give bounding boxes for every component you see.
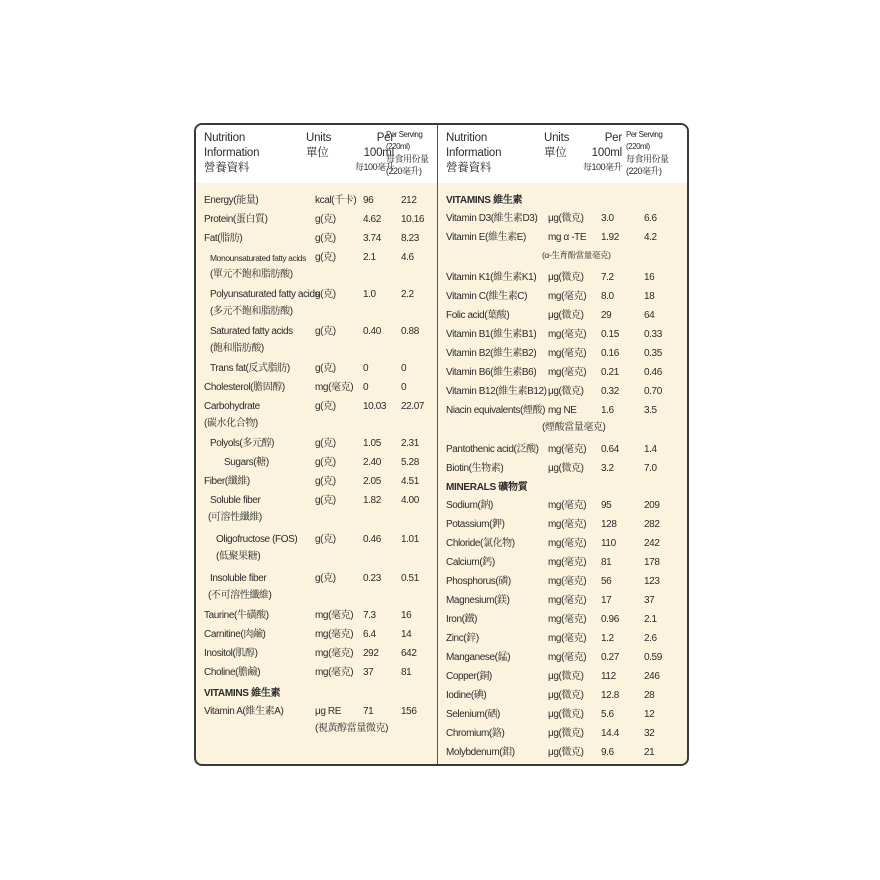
row-unit: μg(微克): [548, 671, 584, 682]
row-serving: 21: [644, 747, 655, 758]
row-serving: 209: [644, 500, 660, 511]
row-serving: 32: [644, 728, 655, 739]
row-name: Niacin equivalents(煙酸): [446, 405, 546, 416]
title-en-1: Nutrition: [204, 132, 246, 144]
row-per100: 12.8: [601, 690, 619, 701]
row-per100: 71: [363, 706, 374, 717]
row-serving: 2.1: [644, 614, 657, 625]
row-unit: mg(毫克): [548, 538, 587, 549]
row-unit-zh: (煙酸當量毫克): [542, 422, 606, 433]
units-zh: 單位: [306, 147, 329, 159]
row-per100: 292: [363, 648, 379, 659]
row-name: Chromium(鉻): [446, 728, 505, 739]
row-per100: 0.23: [363, 573, 381, 584]
row-unit-zh: (視黃醇當量微克): [315, 723, 389, 734]
per-zh: 每100毫升: [582, 162, 622, 172]
row-unit: μg(微克): [548, 463, 584, 474]
row-name: Polyols(多元醇): [210, 438, 275, 449]
row-per100: 96: [363, 195, 374, 206]
row-per100: 7.3: [363, 610, 376, 621]
row-serving: 5.28: [401, 457, 419, 468]
row-per100: 0.96: [601, 614, 619, 625]
row-per100: 3.2: [601, 463, 614, 474]
row-per100: 0.21: [601, 367, 619, 378]
row-energy: [196, 192, 437, 211]
row-unit: mg(毫克): [548, 500, 587, 511]
row-per100: 0: [363, 382, 369, 393]
row-name: Energy(能量): [204, 195, 259, 206]
row-serving: 246: [644, 671, 660, 682]
row-per100: 1.0: [363, 289, 376, 300]
row-fat: [196, 230, 437, 249]
row-per100: 6.4: [363, 629, 376, 640]
row-name: Potassium(鉀): [446, 519, 505, 530]
left-rows: [196, 192, 437, 740]
row-serving: 10.16: [401, 214, 425, 225]
row-per100: 9.6: [601, 747, 614, 758]
row-serving: 4.2: [644, 232, 657, 243]
row-serving: 2.6: [644, 633, 657, 644]
row-per100: 8.0: [601, 291, 614, 302]
row-unit: g(克): [315, 438, 336, 449]
row-serving: 8.23: [401, 233, 419, 244]
row-serving: 14: [401, 629, 412, 640]
row-vitamin-b2: [438, 345, 687, 364]
row-unit: g(克): [315, 214, 336, 225]
row-unit-zh: (α-生育酚當量毫克): [542, 250, 611, 260]
header-units-right: [544, 131, 569, 161]
row-per100: 17: [601, 595, 612, 606]
row-serving: 3.5: [644, 405, 657, 416]
row-name: Magnesium(鎂): [446, 595, 510, 606]
title-en-2: Information: [204, 147, 260, 159]
row-unit: mg(毫克): [315, 382, 354, 393]
row-name: Soluble fiber: [210, 495, 261, 506]
row-name: Molybdenum(鉬): [446, 747, 515, 758]
row-serving: 0.59: [644, 652, 662, 663]
row-per100: 95: [601, 500, 612, 511]
row-serving: 0: [401, 363, 407, 374]
row-fiber: [196, 473, 437, 492]
row-serving: 0.46: [644, 367, 662, 378]
row-unit: μg RE: [315, 706, 341, 717]
row-unit: g(克): [315, 401, 336, 412]
row-per100: 2.1: [363, 252, 376, 263]
row-serving: 642: [401, 648, 417, 659]
row-per100: 0: [363, 363, 369, 374]
row-trans-fat: [196, 360, 437, 379]
row-cholesterol: [196, 379, 437, 398]
row-serving: 123: [644, 576, 660, 587]
row-per100: 0.32: [601, 386, 619, 397]
row-name: Taurine(牛磺酸): [204, 610, 269, 621]
row-vitamin-a: [196, 703, 437, 740]
row-unit: mg(毫克): [548, 595, 587, 606]
units-en: Units: [544, 132, 570, 144]
serving-zh-2: (220毫升): [626, 166, 662, 176]
header-serving: [386, 129, 436, 177]
title-en-2: Information: [446, 147, 502, 159]
row-unit: mg(毫克): [548, 367, 587, 378]
row-unit: mg(毫克): [548, 576, 587, 587]
row-name-zh: (單元不飽和脂肪酸): [210, 269, 293, 280]
right-minerals-heading: MINERALS 礦物質: [446, 482, 528, 493]
row-serving: 22.07: [401, 401, 425, 412]
row-name: Phosphorus(磷): [446, 576, 511, 587]
row-zinc: [438, 630, 687, 649]
row-serving: 7.0: [644, 463, 657, 474]
row-name: Vitamin E(維生素E): [446, 232, 526, 243]
row-unit: g(克): [315, 363, 336, 374]
row-serving: 1.4: [644, 444, 657, 455]
row-unit: mg(毫克): [315, 667, 354, 678]
row-name: Folic acid(葉酸): [446, 310, 510, 321]
row-unit: μg(微克): [548, 709, 584, 720]
row-serving: 0.35: [644, 348, 662, 359]
row-sugars: [196, 454, 437, 473]
row-name: Calcium(鈣): [446, 557, 495, 568]
row-protein: [196, 211, 437, 230]
row-serving: 0: [401, 382, 407, 393]
row-name: Iodine(碘): [446, 690, 487, 701]
header-units: [306, 131, 331, 161]
row-per100: 0.27: [601, 652, 619, 663]
per-label: Per: [604, 132, 622, 144]
row-unit: mg(毫克): [315, 629, 354, 640]
row-name: Fiber(纖維): [204, 476, 250, 487]
row-serving: 4.00: [401, 495, 419, 506]
row-unit: μg(微克): [548, 213, 584, 224]
row-name: Fat(脂肪): [204, 233, 243, 244]
row-serving: 37: [644, 595, 655, 606]
per-100ml: 100ml: [363, 147, 394, 159]
row-name: Carbohydrate: [204, 401, 260, 412]
row-unit: g(克): [315, 573, 336, 584]
row-unit: mg(毫克): [315, 648, 354, 659]
row-polyols: [196, 435, 437, 454]
row-name: Manganese(錳): [446, 652, 511, 663]
row-name: Pantothenic acid(泛酸): [446, 444, 539, 455]
row-per100: 3.74: [363, 233, 381, 244]
units-zh: 單位: [544, 147, 567, 159]
row-per100: 3.0: [601, 213, 614, 224]
row-name-zh: (多元不飽和脂肪酸): [210, 306, 293, 317]
row-niacin: [438, 402, 687, 441]
nutrition-panel: [194, 123, 689, 766]
per-100ml: 100ml: [591, 147, 622, 159]
row-name: Vitamin B12(維生素B12): [446, 386, 547, 397]
row-unit: mg(毫克): [548, 348, 587, 359]
row-unit: g(克): [315, 233, 336, 244]
row-serving: 1.01: [401, 534, 419, 545]
row-chromium: [438, 725, 687, 744]
row-sfa: [196, 323, 437, 360]
row-name: Sodium(鈉): [446, 500, 493, 511]
row-unit: mg NE: [548, 405, 577, 416]
row-name: Monounsaturated fatty acids: [210, 253, 306, 263]
row-unit: g(克): [315, 289, 336, 300]
row-selenium: [438, 706, 687, 725]
row-per100: 5.6: [601, 709, 614, 720]
row-per100: 110: [601, 538, 616, 549]
row-unit: mg(毫克): [548, 329, 587, 340]
title-en-1: Nutrition: [446, 132, 488, 144]
row-unit: g(克): [315, 457, 336, 468]
row-biotin: [438, 460, 687, 479]
row-name: Trans fat(反式脂肪): [210, 363, 290, 374]
row-name: Cholesterol(膽固醇): [204, 382, 285, 393]
row-pufa: [196, 286, 437, 323]
row-per100: 1.82: [363, 495, 381, 506]
row-unit: mg(毫克): [548, 444, 587, 455]
row-chloride: [438, 535, 687, 554]
row-folic-acid: [438, 307, 687, 326]
row-name: Vitamin B6(維生素B6): [446, 367, 537, 378]
row-unit: mg α -TE: [548, 232, 587, 243]
row-carbohydrate: [196, 398, 437, 435]
row-per100: 0.16: [601, 348, 619, 359]
row-serving: 2.2: [401, 289, 414, 300]
row-iron: [438, 611, 687, 630]
row-serving: 282: [644, 519, 660, 530]
left-vitamins-heading: VITAMINS 維生素: [204, 688, 281, 699]
row-name-zh: (可溶性纖維): [208, 512, 262, 523]
right-rows: [438, 192, 687, 763]
row-vitamin-b12: [438, 383, 687, 402]
row-serving: 0.70: [644, 386, 662, 397]
row-unit: g(克): [315, 326, 336, 337]
title-zh: 營養資料: [446, 162, 492, 174]
serving-zh-2: (220毫升): [386, 166, 422, 176]
serving-en: Per Serving (220ml): [626, 130, 663, 151]
row-unit: g(克): [315, 476, 336, 487]
row-serving: 0.88: [401, 326, 419, 337]
row-name-zh: (碳水化合物): [204, 418, 258, 429]
row-per100: 0.46: [363, 534, 381, 545]
row-serving: 2.31: [401, 438, 419, 449]
row-serving: 4.51: [401, 476, 419, 487]
row-vitamin-c: [438, 288, 687, 307]
row-serving: 64: [644, 310, 655, 321]
row-per100: 29: [601, 310, 612, 321]
row-per100: 0.64: [601, 444, 619, 455]
per-zh: 每100毫升: [354, 162, 394, 172]
row-serving: 0.33: [644, 329, 662, 340]
row-unit: μg(微克): [548, 272, 584, 283]
row-unit: μg(微克): [548, 310, 584, 321]
row-vitamin-b1: [438, 326, 687, 345]
row-name: Zinc(鋅): [446, 633, 479, 644]
row-name: Chloride(氯化物): [446, 538, 515, 549]
header-title-right: [446, 131, 501, 176]
row-name-zh: (低聚果糖): [216, 551, 261, 562]
right-vitamins-heading: VITAMINS 維生素: [446, 195, 523, 206]
row-unit: g(克): [315, 252, 336, 263]
row-name: Saturated fatty acids: [210, 326, 293, 337]
row-per100: 2.40: [363, 457, 381, 468]
serving-zh-1: 每食用份量: [626, 154, 669, 164]
title-zh: 營養資料: [204, 162, 250, 174]
row-name: Vitamin B1(維生素B1): [446, 329, 537, 340]
row-name: Vitamin K1(維生素K1): [446, 272, 537, 283]
row-serving: 16: [644, 272, 655, 283]
row-per100: 128: [601, 519, 617, 530]
row-name: Sugars(糖): [224, 457, 269, 468]
row-serving: 16: [401, 610, 412, 621]
row-fos: [196, 531, 437, 568]
row-per100: 14.4: [601, 728, 619, 739]
row-serving: 6.6: [644, 213, 657, 224]
header-per100-right: [580, 131, 622, 173]
row-name: Vitamin A(維生素A): [204, 706, 284, 717]
row-per100: 1.6: [601, 405, 614, 416]
row-carnitine: [196, 626, 437, 645]
row-mufa: [196, 249, 437, 286]
row-per100: 1.05: [363, 438, 381, 449]
row-inositol: [196, 645, 437, 664]
row-name-zh: (飽和脂肪酸): [210, 343, 264, 354]
row-serving: 212: [401, 195, 417, 206]
row-manganese: [438, 649, 687, 668]
row-name: Iron(鐵): [446, 614, 478, 625]
row-name: Protein(蛋白質): [204, 214, 268, 225]
row-unit: g(克): [315, 534, 336, 545]
row-per100: 4.62: [363, 214, 381, 225]
row-soluble-fiber: [196, 492, 437, 529]
row-vitamin-b6: [438, 364, 687, 383]
row-unit: μg(微克): [548, 728, 584, 739]
row-name: Polyunsaturated fatty acids: [210, 289, 320, 300]
row-name: Vitamin B2(維生素B2): [446, 348, 537, 359]
row-unit: μg(微克): [548, 690, 584, 701]
row-per100: 1.92: [601, 232, 619, 243]
row-name: Copper(銅): [446, 671, 492, 682]
row-name: Inositol(肌醇): [204, 648, 258, 659]
row-serving: 156: [401, 706, 417, 717]
row-unit: mg(毫克): [548, 291, 587, 302]
row-serving: 28: [644, 690, 655, 701]
serving-zh-1: 每食用份量: [386, 154, 429, 164]
row-serving: 242: [644, 538, 660, 549]
row-serving: 12: [644, 709, 655, 720]
row-phosphorus: [438, 573, 687, 592]
row-unit: g(克): [315, 495, 336, 506]
row-name: Biotin(生物素): [446, 463, 504, 474]
row-calcium: [438, 554, 687, 573]
row-unit: mg(毫克): [548, 519, 587, 530]
row-name-zh: (不可溶性纖維): [208, 590, 272, 601]
row-unit: mg(毫克): [315, 610, 354, 621]
row-per100: 10.03: [363, 401, 387, 412]
row-potassium: [438, 516, 687, 535]
row-serving: 18: [644, 291, 655, 302]
row-insoluble-fiber: [196, 570, 437, 607]
row-name: Insoluble fiber: [210, 573, 267, 584]
row-per100: 37: [363, 667, 374, 678]
row-unit: μg(微克): [548, 386, 584, 397]
row-per100: 0.15: [601, 329, 619, 340]
row-serving: 178: [644, 557, 660, 568]
row-name: Selenium(硒): [446, 709, 500, 720]
row-per100: 1.2: [601, 633, 614, 644]
row-per100: 0.40: [363, 326, 381, 337]
row-unit: mg(毫克): [548, 652, 587, 663]
row-name: Choline(膽鹼): [204, 667, 261, 678]
header-serving-right: [626, 129, 686, 177]
row-per100: 81: [601, 557, 612, 568]
row-name: Vitamin C(維生素C): [446, 291, 528, 302]
row-unit: mg(毫克): [548, 614, 587, 625]
row-sodium: [438, 497, 687, 516]
units-en: Units: [306, 132, 332, 144]
row-name: Oligofructose (FOS): [216, 534, 298, 545]
header-title: [204, 131, 259, 176]
row-unit: mg(毫克): [548, 633, 587, 644]
row-copper: [438, 668, 687, 687]
row-serving: 81: [401, 667, 412, 678]
per-label: Per: [376, 132, 394, 144]
row-serving: 0.51: [401, 573, 419, 584]
row-vitamin-e: [438, 229, 687, 269]
row-unit: kcal(千卡): [315, 195, 357, 206]
row-serving: 4.6: [401, 252, 414, 263]
row-name: Carnitine(肉鹼): [204, 629, 266, 640]
row-molybdenum: [438, 744, 687, 763]
row-iodine: [438, 687, 687, 706]
row-pantothenic-acid: [438, 441, 687, 460]
row-unit: μg(微克): [548, 747, 584, 758]
row-per100: 112: [601, 671, 616, 682]
row-vitamin-d3: [438, 210, 687, 229]
serving-en: Per Serving (220ml): [386, 130, 423, 151]
row-unit: mg(毫克): [548, 557, 587, 568]
row-choline: [196, 664, 437, 683]
row-taurine: [196, 607, 437, 626]
row-vitamin-k1: [438, 269, 687, 288]
row-per100: 2.05: [363, 476, 381, 487]
row-magnesium: [438, 592, 687, 611]
row-per100: 7.2: [601, 272, 614, 283]
row-name: Vitamin D3(維生素D3): [446, 213, 538, 224]
row-per100: 56: [601, 576, 612, 587]
